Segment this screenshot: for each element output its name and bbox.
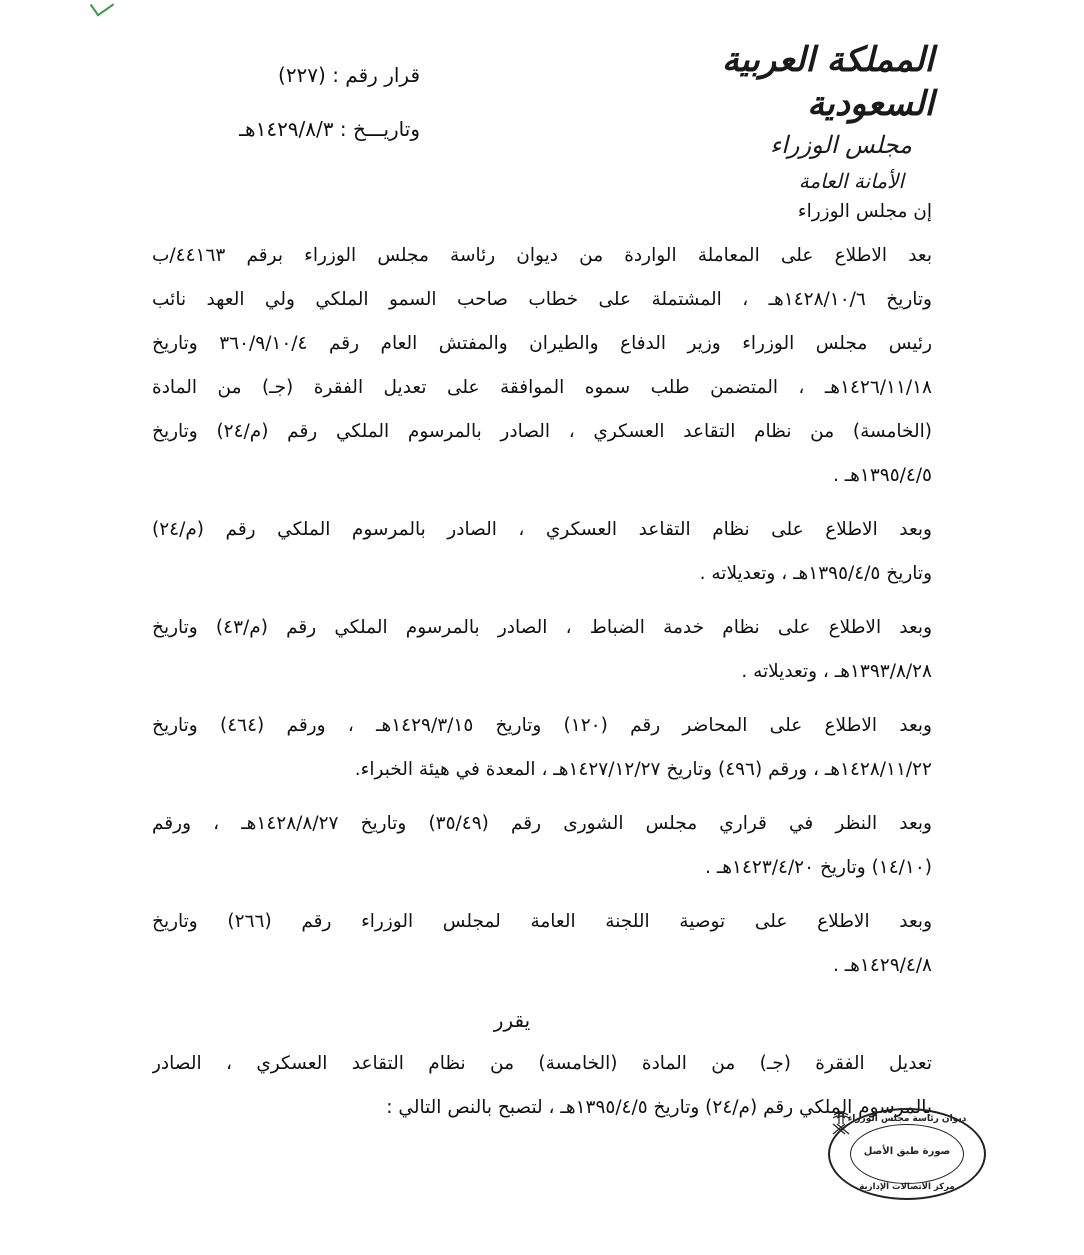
paragraph-1 (152, 234, 932, 498)
paragraph-line: وبعد الاطلاع على نظام خدمة الضباط ، الصادر بالمرسوم الملكي رقم (م/٤٣) وتاريخ (152, 617, 932, 638)
paragraph-line: (١٤/١٠) وتاريخ ١٤٢٣/٤/٢٠هـ . (705, 857, 932, 878)
paragraph-line: وبعد النظر في قراري مجلس الشورى رقم (٣٥/٤٩) وتاريخ ١٤٢٨/٨/٢٧هـ ، ورقم (152, 813, 932, 834)
paragraph-line: تعديل الفقرة (جـ) من المادة (الخامسة) من نظام التقاعد العسكري ، الصادر (152, 1053, 932, 1074)
paragraph-4 (152, 704, 932, 792)
paragraph-line: وبعد الاطلاع على المحاضر رقم (١٢٠) وتاريخ ١٤٢٩/٣/١٥هـ ، ورقم (٤٦٤) وتاريخ (152, 715, 932, 736)
stamp-middle-text: صورة طبق الأصل (863, 1146, 951, 1157)
paragraph-line: (الخامسة) من نظام التقاعد العسكري ، الصادر بالمرسوم الملكي رقم (م/٢٤) وتاريخ (152, 421, 932, 442)
paragraph-2 (152, 508, 932, 596)
letterhead-council: مجلس الوزراء (769, 131, 912, 159)
letterhead-kingdom: المملكة العربية السعودية (721, 40, 934, 124)
paragraph-5 (152, 802, 932, 890)
paragraph-3 (152, 606, 932, 694)
opening-line: إن مجلس الوزراء (797, 201, 932, 222)
decision-meta (180, 48, 420, 156)
paragraph-line: وبعد الاطلاع على نظام التقاعد العسكري ، الصادر بالمرسوم الملكي رقم (م/٢٤) (152, 519, 932, 540)
paragraph-line: وتاريخ ١٣٩٥/٤/٥هـ ، وتعديلاته . (699, 563, 932, 584)
paragraph-line: بعد الاطلاع على المعاملة الواردة من ديوان رئاسة مجلس الوزراء برقم ٤٤١٦٣/ب (152, 245, 932, 266)
paragraph-line: ١٣٩٣/٨/٢٨هـ ، وتعديلاته . (741, 661, 932, 682)
corner-check-mark (90, 0, 114, 16)
paragraph-line: وبعد الاطلاع على توصية اللجنة العامة لمجلس الوزراء رقم (٢٦٦) وتاريخ (152, 911, 932, 932)
stamp-top-text: ديوان رئاسة مجلس الوزراء (847, 1114, 967, 1124)
paragraph-line: بالمرسوم الملكي رقم (م/٢٤) وتاريخ ١٣٩٥/٤/٥هـ ، لتصبح بالنص التالي : (386, 1097, 932, 1118)
letterhead-secretariat: الأمانة العامة (798, 169, 904, 193)
decision-date: وتاريـــخ : ١٤٢٩/٨/٣هـ (239, 117, 420, 141)
paragraph-line: ١٤٢٨/١١/٢٢هـ ، ورقم (٤٩٦) وتاريخ ١٤٢٧/١٢/٢٧هـ ، المعدة في هيئة الخبراء. (354, 759, 932, 780)
paragraph-7 (152, 1042, 932, 1130)
paragraph-6 (152, 900, 932, 988)
decision-number: قرار رقم : (٢٢٧) (278, 63, 420, 87)
paragraph-line: ١٣٩٥/٤/٥هـ . (832, 465, 932, 486)
paragraph-line: وتاريخ ١٤٢٨/١٠/٦هـ ، المشتملة على خطاب صاحب السمو الملكي ولي العهد نائب (152, 289, 932, 310)
paragraph-line: رئيس مجلس الوزراء وزير الدفاع والطيران والمفتش العام رقم ٣٦٠/٩/١٠/٤ وتاريخ (152, 333, 932, 354)
resolves-heading: يقرر (493, 1008, 531, 1032)
palm-swords-emblem-icon (830, 1110, 848, 1136)
paragraph-line: ١٤٢٩/٤/٨هـ . (832, 955, 932, 976)
letterhead (674, 38, 934, 198)
official-stamp (828, 1108, 986, 1200)
stamp-bottom-text: مركز الاتصالات الإدارية (859, 1182, 955, 1192)
decision-body (152, 190, 932, 1130)
paragraph-line: ١٤٢٦/١١/١٨هـ ، المتضمن طلب سموه الموافقة على تعديل الفقرة (جـ) من المادة (152, 377, 932, 398)
